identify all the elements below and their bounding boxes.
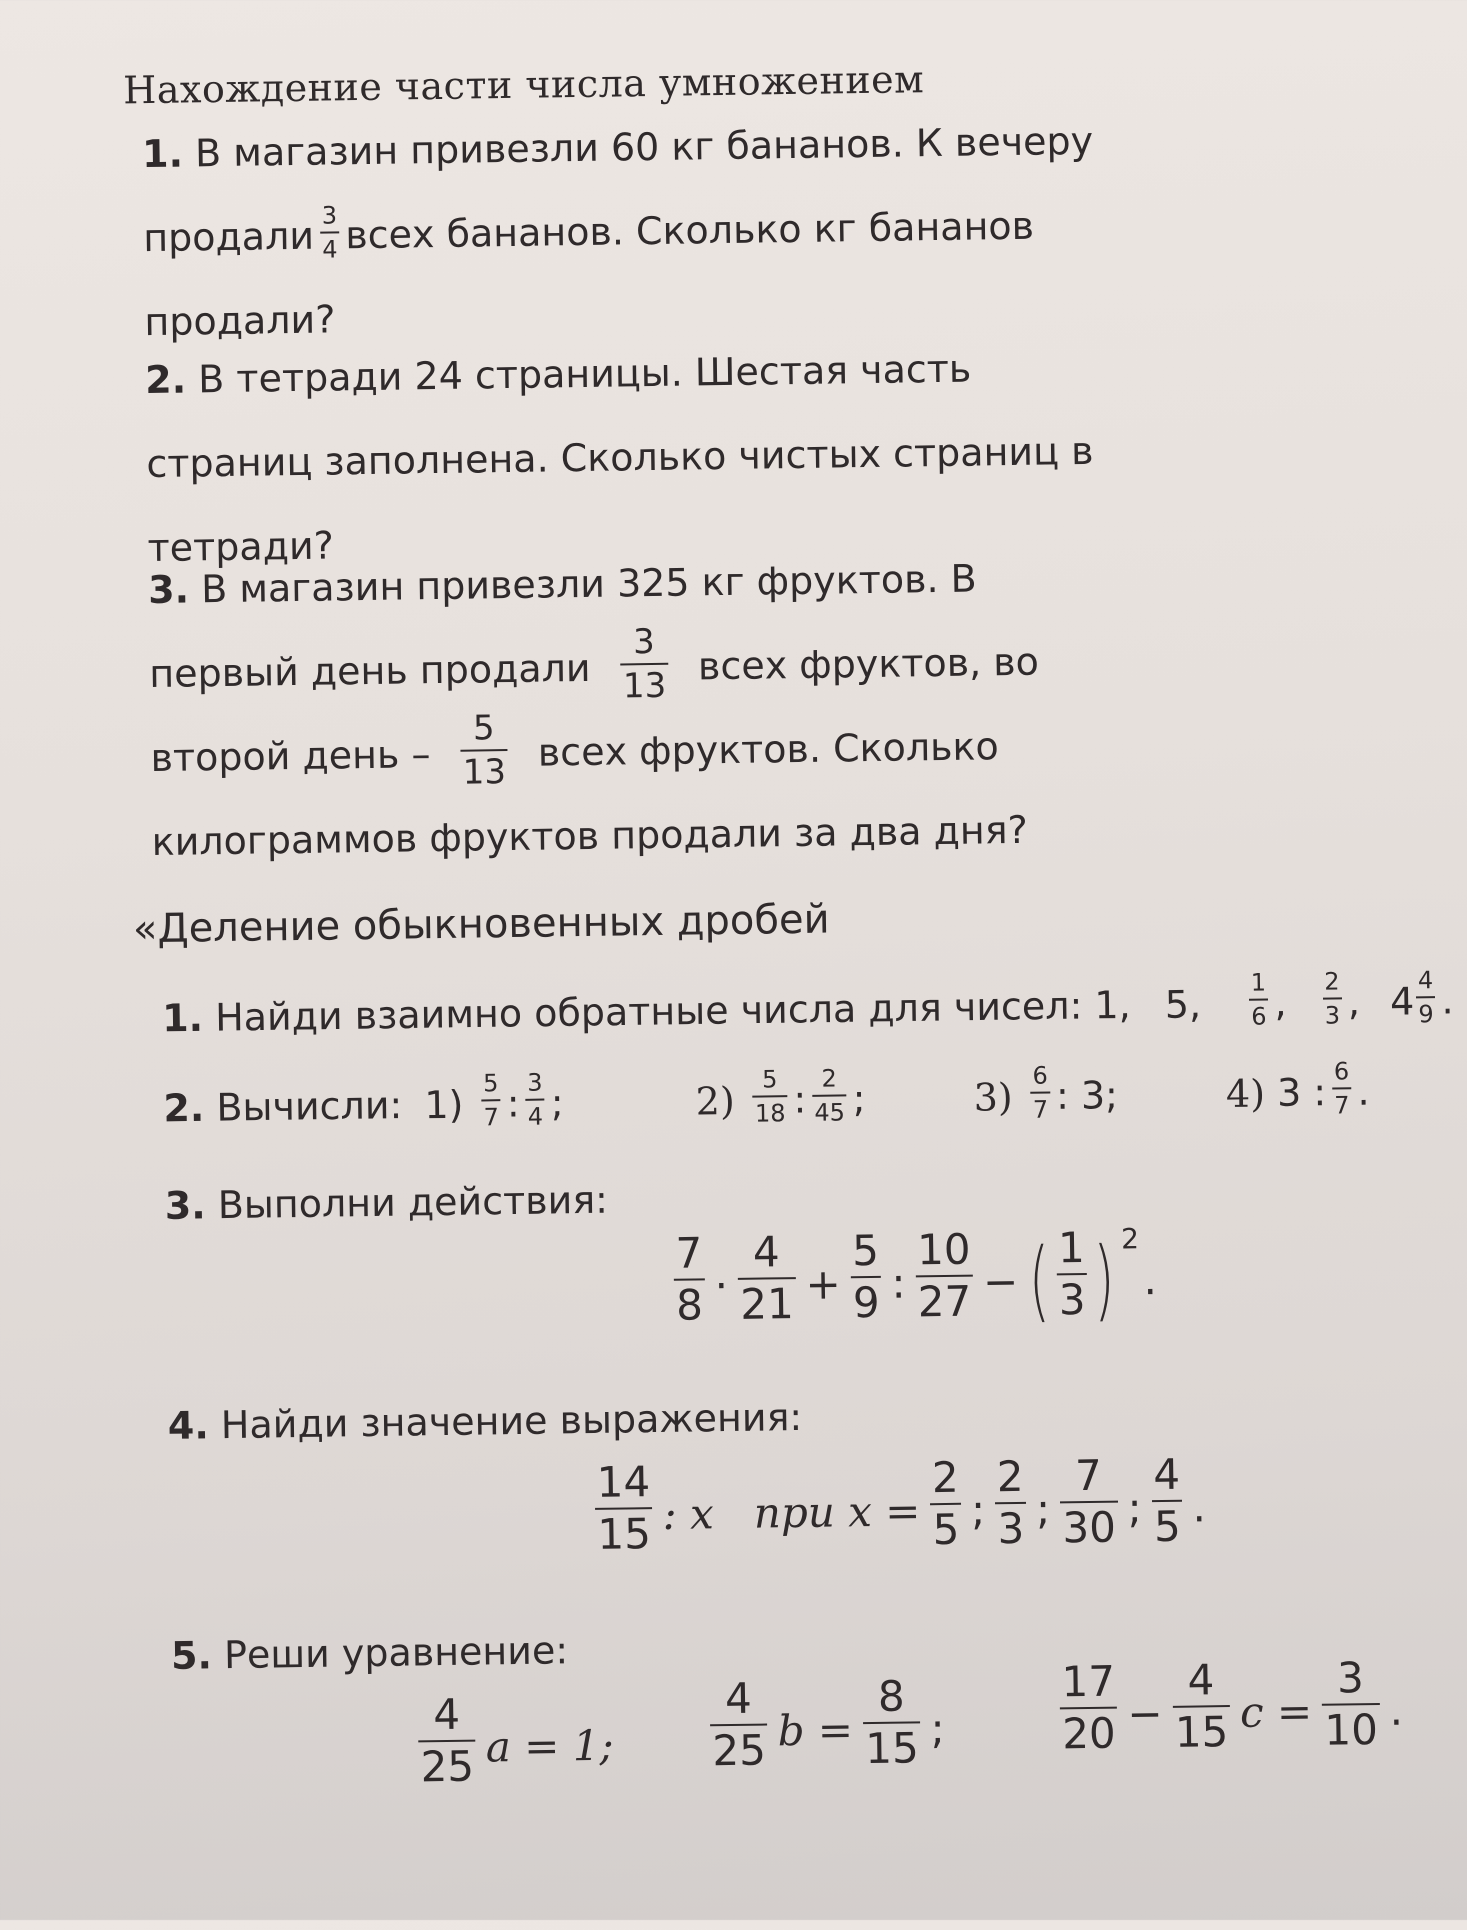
denominator: 15 (597, 1509, 652, 1559)
fraction-bar (320, 231, 339, 233)
task-3 (164, 1178, 608, 1228)
task-2 (163, 1057, 1370, 1140)
fraction (1059, 1656, 1118, 1759)
fraction (709, 1673, 768, 1776)
item-number: 3) (973, 1074, 1013, 1120)
problem-text: продали? (144, 297, 336, 345)
period: . (1389, 1685, 1404, 1735)
fraction-bar (812, 1094, 847, 1096)
denominator: 7 (1334, 1091, 1350, 1120)
comma: , (1347, 979, 1361, 1024)
equation-middle: c = (1239, 1686, 1313, 1737)
fraction (1059, 1450, 1118, 1553)
numerator: 6 (1032, 1061, 1048, 1090)
problem-text: всех бананов. Сколько кг бананов (344, 203, 1035, 258)
item-number: 4) (1225, 1070, 1266, 1116)
semicolon: ; (852, 1076, 866, 1121)
fraction (525, 1068, 545, 1131)
comma: , (1274, 980, 1287, 1025)
denominator: 9 (1418, 1000, 1434, 1029)
operator: − (982, 1256, 1019, 1306)
numerator: 2 (931, 1452, 959, 1503)
task-label: Реши уравнение: (223, 1628, 569, 1678)
fraction-bar (1416, 996, 1435, 998)
fraction-bar (1332, 1087, 1351, 1089)
problem-number: 1. (141, 131, 184, 177)
denominator: 9 (852, 1277, 881, 1328)
denominator: 27 (917, 1276, 972, 1327)
denominator: 10 (1324, 1704, 1379, 1755)
denominator: 3 (1058, 1275, 1086, 1325)
denominator: 5 (932, 1504, 960, 1555)
fraction-bar (1031, 1091, 1050, 1093)
equation-rest: a = 1; (485, 1720, 614, 1771)
task-label: Найди значение выражения: (220, 1394, 803, 1448)
operator: : (891, 1258, 906, 1308)
problem-text: страниц заполнена. Сколько чистых страниц в (146, 428, 1094, 487)
fraction (1332, 1057, 1352, 1120)
denominator: 4 (527, 1102, 544, 1131)
denominator: 15 (864, 1723, 920, 1774)
problem-number: 2. (144, 357, 187, 403)
section-title-division: «Деление обыкновенных дробей (132, 896, 830, 953)
numerator: 2 (1324, 967, 1340, 996)
problem-text: всех фруктов, во (697, 639, 1040, 689)
fraction (460, 707, 508, 793)
semicolon: ; (1035, 1484, 1051, 1534)
fraction (995, 1451, 1027, 1554)
problem-text: В магазин привезли 60 кг бананов. К вечеру (194, 118, 1094, 176)
fraction (862, 1671, 921, 1774)
numerator: 4 (432, 1689, 461, 1740)
denominator: 7 (1032, 1095, 1049, 1124)
denominator: 30 (1062, 1502, 1117, 1553)
equation-1 (412, 1689, 619, 1795)
expression-task-3 (667, 1222, 1161, 1333)
denominator: 6 (1251, 1002, 1267, 1031)
denominator: 25 (420, 1741, 475, 1792)
operator: − (1127, 1688, 1163, 1738)
right-parenthesis: ) (1093, 1227, 1116, 1331)
task-number: 4. (167, 1403, 210, 1448)
fraction (737, 1227, 796, 1329)
item-number: 1) (424, 1082, 464, 1127)
task-number: 2. (163, 1085, 205, 1131)
fraction-bar (1249, 998, 1268, 1000)
fraction-bar (621, 662, 668, 665)
denominator: 3 (997, 1503, 1025, 1554)
fraction (1151, 1449, 1183, 1552)
numerator: 3 (1336, 1653, 1365, 1703)
task-number: 5. (170, 1633, 213, 1678)
task-number: 3. (164, 1183, 206, 1228)
fraction-bar (526, 1099, 545, 1101)
number: 5, (1164, 981, 1202, 1027)
fraction (1172, 1655, 1231, 1757)
left-parenthesis: ( (1028, 1228, 1051, 1332)
numerator: 7 (675, 1228, 703, 1278)
fraction-bar (481, 1099, 500, 1101)
problem-3 (148, 534, 1193, 884)
operator: · (714, 1260, 729, 1310)
operator: + (805, 1258, 842, 1309)
problem-text: килограммов фруктов продали за два дня? (151, 807, 1029, 865)
denominator: 13 (622, 665, 667, 706)
numerator: 6 (1333, 1057, 1350, 1086)
numerator: 4 (1187, 1655, 1215, 1705)
problem-text: первый день продали (149, 645, 591, 697)
fraction (850, 1225, 882, 1328)
fraction (481, 1069, 501, 1132)
task-label: Вычисли: (216, 1083, 403, 1130)
fraction (1416, 966, 1436, 1029)
period: . (1357, 1069, 1370, 1114)
colon: : (506, 1081, 520, 1126)
semicolon: ; (550, 1080, 564, 1125)
fraction (320, 200, 340, 264)
problem-text: В магазин привезли 325 кг фруктов. В (200, 556, 977, 612)
numerator: 4 (1417, 966, 1434, 995)
denominator: 25 (712, 1725, 767, 1776)
problem-text: продали (142, 213, 315, 261)
numerator: 4 (752, 1227, 781, 1277)
fraction (812, 1064, 847, 1127)
denominator: 3 (1324, 1001, 1341, 1030)
numerator: 3 (321, 200, 338, 230)
fraction (418, 1689, 477, 1792)
fraction (1322, 967, 1342, 1030)
denominator: 7 (483, 1103, 500, 1132)
whole-part: 4 (1389, 978, 1415, 1024)
problem-number: 3. (147, 567, 190, 613)
numerator: 14 (596, 1457, 651, 1507)
numerator: 1 (1057, 1223, 1086, 1273)
semicolon: ; (1127, 1482, 1143, 1532)
task-number: 1. (161, 995, 204, 1041)
equation-3 (1053, 1653, 1407, 1762)
problem-text: всех фруктов. Сколько (537, 724, 999, 775)
task-5 (171, 1628, 569, 1678)
task-label: Выполни действия: (217, 1177, 609, 1228)
numerator: 10 (916, 1224, 971, 1275)
fraction (594, 1457, 653, 1559)
denominator: 21 (739, 1279, 795, 1329)
exponent: 2 (1120, 1222, 1140, 1256)
numerator: 2 (821, 1064, 838, 1093)
denominator: 18 (754, 1099, 786, 1128)
fraction (915, 1224, 974, 1327)
numerator: 4 (1152, 1449, 1181, 1500)
problem-text: второй день – (150, 732, 431, 781)
numerator: 7 (1074, 1450, 1103, 1501)
fraction (1249, 968, 1269, 1031)
period: . (1143, 1254, 1158, 1304)
fraction (1321, 1653, 1380, 1755)
colon: : (793, 1077, 807, 1122)
numerator: 8 (877, 1671, 906, 1721)
semicolon: ; (930, 1703, 945, 1753)
numerator: 1 (1250, 968, 1267, 997)
denominator: 13 (462, 751, 507, 793)
fraction (673, 1228, 705, 1330)
denominator: 4 (322, 234, 338, 264)
problem-1 (142, 98, 1185, 364)
expression-middle: : x при x = (662, 1485, 921, 1539)
period: . (1441, 978, 1454, 1023)
task-text: Найди взаимно обратные числа для чисел: 1, (214, 982, 1131, 1040)
fraction-bar (460, 749, 507, 752)
numerator: 5 (761, 1065, 778, 1094)
numerator: 17 (1061, 1656, 1116, 1707)
fraction-bar (1323, 997, 1342, 999)
section-title-multiplication: Нахождение части числа умножением (122, 57, 925, 113)
equation-2 (704, 1671, 950, 1778)
numerator: 3 (632, 621, 656, 662)
problem-text: В тетради 24 страницы. Шестая часть (197, 346, 972, 402)
numerator: 5 (472, 707, 495, 749)
task-1 (161, 966, 1454, 1050)
denominator: 45 (814, 1098, 846, 1127)
denominator: 15 (1174, 1707, 1229, 1757)
equation-middle: b = (777, 1704, 854, 1755)
semicolon: ; (970, 1484, 986, 1535)
fraction (1030, 1061, 1050, 1124)
denominator: 20 (1061, 1708, 1117, 1759)
expression-rest: : 3; (1055, 1073, 1119, 1118)
numerator: 3 (527, 1068, 543, 1097)
fraction (1056, 1223, 1088, 1325)
numerator: 5 (851, 1225, 880, 1276)
denominator: 8 (675, 1280, 704, 1330)
fraction (620, 621, 668, 706)
numerator: 2 (996, 1451, 1024, 1502)
expression-task-4 (588, 1449, 1210, 1562)
numerator: 5 (483, 1069, 499, 1098)
fraction (752, 1065, 787, 1128)
fraction (930, 1452, 962, 1555)
item-number: 2) (695, 1078, 736, 1123)
period: . (1192, 1481, 1207, 1532)
expression-left: 3 : (1276, 1070, 1327, 1115)
denominator: 5 (1153, 1501, 1182, 1552)
task-4 (168, 1395, 803, 1448)
fraction-bar (753, 1095, 788, 1097)
problem-text: тетради? (147, 523, 335, 571)
numerator: 4 (724, 1673, 753, 1724)
